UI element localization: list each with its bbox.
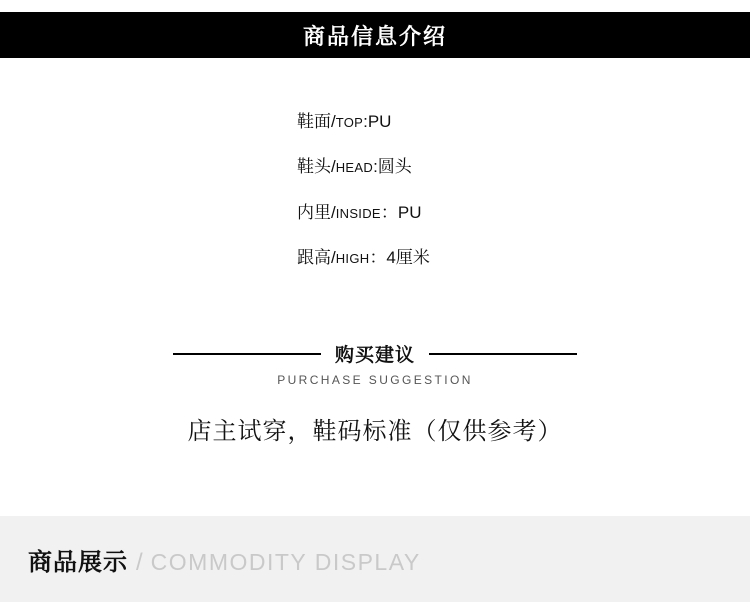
commodity-display-en: COMMODITY DISPLAY — [150, 548, 421, 575]
purchase-suggestion-section — [0, 340, 750, 446]
spec-label-en: HIGH — [335, 251, 370, 267]
spec-label-cn: 跟高/ — [297, 248, 336, 268]
commodity-display-cn: 商品展示 — [28, 548, 128, 576]
spec-value: :圆头 — [373, 157, 412, 177]
section-header-banner — [0, 12, 750, 58]
separator-slash: / — [136, 548, 143, 576]
suggestion-heading — [0, 340, 750, 367]
spec-value: ：4厘米 — [369, 248, 430, 268]
spec-label-cn: 鞋头/ — [297, 157, 336, 177]
spec-value: :PU — [363, 112, 392, 131]
spec-row — [297, 157, 697, 177]
spec-label-cn: 鞋面/ — [297, 112, 336, 131]
spec-row — [297, 248, 697, 268]
spec-label-en: HEAD — [335, 160, 374, 176]
spec-label-en: TOP — [335, 115, 364, 130]
suggestion-body-text: 店主试穿，鞋码标准（仅供参考） — [187, 418, 563, 445]
suggestion-heading-cn: 购买建议 — [334, 345, 415, 366]
divider-line-left — [173, 353, 321, 355]
spec-value: ：PU — [380, 202, 422, 222]
commodity-display-heading — [0, 542, 421, 577]
spec-label-cn: 内里/ — [297, 202, 336, 222]
spec-label-en: INSIDE — [335, 205, 381, 221]
page-title: 商品信息介绍 — [302, 23, 447, 49]
spec-row — [297, 112, 697, 132]
product-spec-list — [297, 112, 697, 294]
divider-line-right — [429, 353, 577, 355]
suggestion-heading-en: PURCHASE SUGGESTION — [277, 373, 473, 387]
spec-row — [297, 203, 697, 223]
commodity-display-band — [0, 516, 750, 602]
